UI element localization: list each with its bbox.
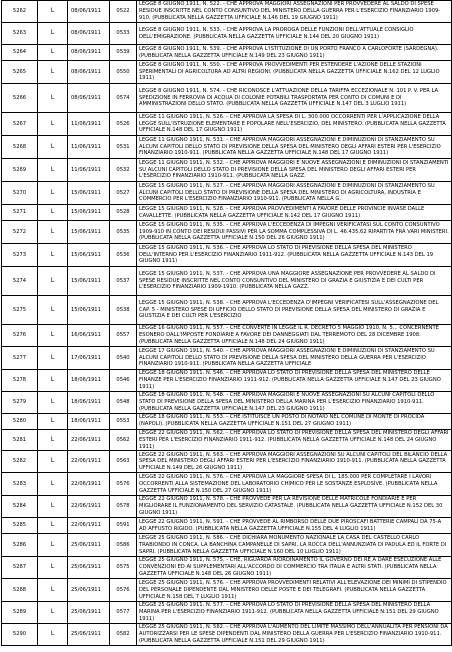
table-row — [2, 518, 452, 534]
record-description-cell: LEGGE 25 GIUGNO 1911, N. 586. - CHE DICHIARA MONUMENTO NAZIONALE LA CASA DEL CASTELLO CARLO TRABIONDO IN CONCA, LA BANCHINA CAMPANELLE DI SAPRI, LA ROCCA DELL'ANNUNZIATA DI PADULA ED IL FORTE DI SAPRI. (PUBBLICATA NELLA GAZZETTA UFFICIALE N.160 DEL 10 LUGLIO 1911) — [137, 534, 452, 557]
record-description-cell: LEGGE 11 GIUGNO 1911, N. 526. - CHE APPROVA LA SPESA DI L. 300.000 OCCORRENTI PER L'APPLICAZIONE DELLA LEGGE SULL'ISTRUZIONE ELEMENTARE E POPOLARE NELL'ESERCIZIO, DEL MINISTERO. (PUBBLICATA NELLA GAZZETTA UFFICIALE N.148 DEL 17 GIUGNO 1911) — [137, 113, 452, 136]
record-type-cell: L — [38, 84, 68, 113]
records-table — [1, 0, 452, 646]
record-date-cell: 22/06/1911 — [68, 496, 110, 518]
record-code-cell: 0536 — [110, 244, 137, 267]
record-number-cell: 5268 — [2, 136, 38, 159]
record-code-cell: 0576 — [110, 579, 137, 602]
table-row — [2, 136, 452, 159]
record-type-cell: L — [38, 413, 68, 429]
table-row — [2, 325, 452, 347]
record-date-cell: 15/06/1911 — [68, 244, 110, 267]
table-row — [2, 1, 452, 23]
record-number-cell: 5290 — [2, 624, 38, 646]
record-code-cell: 0553 — [110, 413, 137, 429]
table-row — [2, 534, 452, 557]
record-code-cell: 0531 — [110, 136, 137, 159]
record-description-cell: LEGGE 8 GIUGNO 1911, N. 533. - CHE APPROVA LA PROROGA DELLE FUNZIONI DELL'ATTUALE CONSIGLIO DELL'EMIGRAZIONE. (PUBBLICATA NELLA GAZZETTA UFFICIALE N.144 DEL 20 GIUGNO 1911) — [137, 23, 452, 45]
record-date-cell: 08/06/1911 — [68, 61, 110, 84]
record-type-cell: L — [38, 518, 68, 534]
record-date-cell: 08/06/1911 — [68, 1, 110, 23]
record-type-cell: L — [38, 496, 68, 518]
record-number-cell: 5263 — [2, 23, 38, 45]
table-row — [2, 624, 452, 646]
table-row — [2, 429, 452, 451]
record-code-cell: 0550 — [110, 61, 137, 84]
record-code-cell: 0522 — [110, 1, 137, 23]
record-type-cell: L — [38, 557, 68, 579]
record-number-cell: 5289 — [2, 602, 38, 624]
table-row — [2, 557, 452, 579]
record-number-cell: 5276 — [2, 325, 38, 347]
record-description-cell: LEGGE 25 GIUGNO 1911, N. 582. - CHE APPROVA L'AUMENTO DEL LIMITE MASSIMO DELL'ANNUALITA PER PENSIONI DA AUTORIZZARSI PER LE SPESE DIPENDENTI DAL MINISTERO DELLA GUERRA PER L'ESERCIZIO FINANZIARIO 1910-911. (PUBBLICATA NELLA GAZZETTA UFFICIALE N.151 DEL 29 GIUGNO 1911) — [137, 624, 452, 646]
record-code-cell: 0539 — [110, 45, 137, 61]
record-date-cell: 11/06/1911 — [68, 159, 110, 182]
record-date-cell: 15/06/1911 — [68, 205, 110, 221]
record-date-cell: 22/06/1911 — [68, 429, 110, 451]
table-row — [2, 244, 452, 267]
record-number-cell: 5274 — [2, 267, 38, 296]
record-number-cell: 5287 — [2, 557, 38, 579]
record-number-cell: 5266 — [2, 84, 38, 113]
table-row — [2, 413, 452, 429]
record-date-cell: 25/06/1911 — [68, 534, 110, 557]
record-code-cell: 0532 — [110, 159, 137, 182]
table-row — [2, 296, 452, 325]
record-type-cell: L — [38, 391, 68, 413]
table-row — [2, 45, 452, 61]
record-code-cell: 0576 — [110, 473, 137, 496]
table-row — [2, 347, 452, 370]
records-table-body — [2, 1, 452, 646]
record-date-cell: 17/06/1911 — [68, 347, 110, 370]
record-code-cell: 0591 — [110, 518, 137, 534]
record-code-cell: 0546 — [110, 370, 137, 392]
record-description-cell: LEGGE 15 GIUGNO 1911, N. 537. - CHE APPROVA UNA MAGGIORE ASSEGNAZIONE PER PROVVEDERE AL SALDO DI SPESE RESIDUE INSCRITTE NEL CONTO CONSUNTIVO DEL MINISTERO DI GRAZIA E GIUSTIZIA E DEI CULTI PER L'ESERCIZIO FINANZIARIO 1909-1910. (PUBBLICATA NELLA GAZZ. — [137, 267, 452, 296]
record-description-cell: LEGGE 15 GIUGNO 1911, N. 536. - CHE APPROVA LO STATO DI PREVISIONE DELLA SPESA DEL MINISTERO DELL'INTERNO PER L'ESERCIZIO FINANZIARIO 1911-912. (PUBBLICATA NELLA GAZZETTA UFFICIALE N.143 DEL 19 GIUGNO 1911) — [137, 244, 452, 267]
table-row — [2, 113, 452, 136]
record-code-cell: 0575 — [110, 557, 137, 579]
record-number-cell: 5280 — [2, 413, 38, 429]
record-type-cell: L — [38, 113, 68, 136]
record-type-cell: L — [38, 244, 68, 267]
table-row — [2, 159, 452, 182]
record-description-cell: LEGGE 8 GIUGNO 1911, N. 522. - CHE APPROVA MAGGIORI ASSEGNAZIONI PER PROVVEDERE AL SALDO DI SPESE RESIDUE INSCRITTE NEL CONTO CONSUNTIVO DEL MINISTERO DELLA GUERRA PER L'ESERCIZIO FINANZIARIO 1909-910. (PUBBLICATA NELLA GAZZETTA UFFICIALE N.146 DEL 19 GIUGNO 1911) — [137, 1, 452, 23]
table-row — [2, 602, 452, 624]
record-date-cell: 22/06/1911 — [68, 518, 110, 534]
record-code-cell: 0526 — [110, 113, 137, 136]
record-number-cell: 5267 — [2, 113, 38, 136]
record-code-cell: 0577 — [110, 602, 137, 624]
record-description-cell: LEGGE 25 GIUGNO 1911, N. 576. - CHE APPROVA PROVVEDIMENTI RELATIVI ALL'ELEVAZIONE DEI MINIMI DI STIPENDIO DEL PERSONALE DIPENDENTE DAL MINISTERO DELLE POSTE E DEI TELEGRAFI. (PUBBLICATA NELLA GAZZETTA UFFICIALE N.158 DEL 7 LUGLIO 1911) — [137, 579, 452, 602]
record-type-cell: L — [38, 159, 68, 182]
record-date-cell: 22/06/1911 — [68, 451, 110, 473]
record-date-cell: 15/06/1911 — [68, 267, 110, 296]
record-description-cell: LEGGE 18 GIUGNO 1911, N. 553. - CHE ISTITUISCE UN POSTO DI NOTAIO NEL COMUNE DI MONTE DI PROCIDA (NAPOLI). (PUBBLICATA NELLA GAZZETTA UFFICIALE N.151 DEL 27 GIUGNO 1911) — [137, 413, 452, 429]
record-type-cell: L — [38, 473, 68, 496]
record-type-cell: L — [38, 61, 68, 84]
table-row — [2, 221, 452, 244]
table-row — [2, 205, 452, 221]
record-description-cell: LEGGE 18 GIUGNO 1911, N. 548. - CHE APPROVA MAGGIORI E NUOVE ASSEGNAZIONI SU ALCUNI CAPITOLI DELLO STATO DI PREVISIONE DELLA SPESA DEL MINISTERO DELLA MARINA PER L'ESERCIZIO FINANZIARIO 1910-911. (PUBBLICATA NELLA GAZZETTA UFFICIALE N.147 DEL 23 GIUGNO 1911) — [137, 391, 452, 413]
record-type-cell: L — [38, 296, 68, 325]
record-date-cell: 08/06/1911 — [68, 23, 110, 45]
record-number-cell: 5262 — [2, 1, 38, 23]
record-number-cell: 5275 — [2, 296, 38, 325]
record-description-cell: LEGGE 16 GIUGNO 1911, N. 557. - CHE CONVERTE IN LEGGE IL R. DECRETO 5 MAGGIO 1910, N. 5... CONCERNENTE ESONERO DALL'IMPOSTE FONDIARIE A FAVORE DEI DANNEGGIATI DAL TERREMOTO DEL 28 DICEMBRE 1908. (PUBBLICATA NELLA GAZZETTA UFFICIALE N.148 DEL 24 GIUGNO 1911) — [137, 325, 452, 347]
record-type-cell: L — [38, 1, 68, 23]
record-description-cell: LEGGE 15 GIUGNO 1911, N. 538. - CHE APPROVA L'ECCEDENZA D'IMPEGNI VERIFICATESI SULL'ASSEGNAZIONE DEL CAP. 5 - MINISTERO SPESE DI UFFICIO DELLO STATO DI PREVISIONE DELLA SPESA DEL MINISTERO DI GRAZIA E GIUSTIZIA E DEI CULTI PER L'ESERCIZIO — [137, 296, 452, 325]
record-number-cell: 5273 — [2, 244, 38, 267]
table-row — [2, 23, 452, 45]
record-date-cell: 15/06/1911 — [68, 221, 110, 244]
record-date-cell: 15/06/1911 — [68, 296, 110, 325]
record-date-cell: 18/06/1911 — [68, 391, 110, 413]
record-type-cell: L — [38, 624, 68, 646]
record-type-cell: L — [38, 579, 68, 602]
record-code-cell: 0562 — [110, 429, 137, 451]
record-description-cell: LEGGE 11 GIUGNO 1911, N. 532. - CHE APPROVA MAGGIORI E NUOVE ASSEGNAZIONI E DIMINUZIONI DI STANZIAMENTI SU ALCUNI CAPITOLI DELLO STATO DI PREVISIONE DELLA SPESA DEL MINISTERO DEGLI AFFARI ESTERI PER L'ESERCIZIO FINANZIARIO 1910-911. (PUBBLICATA NELLA GAZZ. — [137, 159, 452, 182]
record-date-cell: 22/06/1911 — [68, 473, 110, 496]
record-number-cell: 5270 — [2, 182, 38, 205]
record-code-cell: 0535 — [110, 221, 137, 244]
record-date-cell: 11/06/1911 — [68, 136, 110, 159]
record-date-cell: 25/06/1911 — [68, 602, 110, 624]
record-description-cell: LEGGE 8 GIUGNO 1911, N. 574. - CHE RICONOSCE L'ATTUAZIONE DELLA TARIFFA ECCEZIONALE N. 101 P. V. PER LA SPEDIZIONE IN FERROVIA DI ACQUA DI COLONIE POTABILI TRASPORTATA PER CONTO DI COMUNI E DI AMMINISTRAZIONI DELLO STATO. (PUBBLICATA NELLA GAZZETTA UFFICIALE N.147 DEL 3 LUGLIO 1911) — [137, 84, 452, 113]
record-type-cell: L — [38, 534, 68, 557]
record-description-cell: LEGGE 11 GIUGNO 1911, N. 531. - CHE APPROVA MAGGIORI ASSEGNAZIONI E DIMINUZIONI DI STANZIAMENTO SU ALCUNI CAPITOLI DELLO STATO DI PREVISIONE DELLA SPESA DEL MINISTERO DEGLI AFFARI ESTERI PER L'ESERCIZIO FINANZIARIO 1910-911. (PUBBLICATA NELLA GAZZETTA UFFICIALE N.148 DEL 17 GIUGNO 1911) — [137, 136, 452, 159]
record-number-cell: 5285 — [2, 518, 38, 534]
record-code-cell: 0538 — [110, 296, 137, 325]
record-code-cell: 0537 — [110, 267, 137, 296]
record-type-cell: L — [38, 325, 68, 347]
record-number-cell: 5272 — [2, 221, 38, 244]
record-date-cell: 25/06/1911 — [68, 579, 110, 602]
table-row — [2, 370, 452, 392]
record-date-cell: 18/06/1911 — [68, 370, 110, 392]
record-type-cell: L — [38, 136, 68, 159]
record-code-cell: 0540 — [110, 347, 137, 370]
record-type-cell: L — [38, 23, 68, 45]
record-code-cell: 0574 — [110, 84, 137, 113]
table-row — [2, 61, 452, 84]
table-row — [2, 267, 452, 296]
record-code-cell: 0527 — [110, 182, 137, 205]
record-code-cell: 0557 — [110, 325, 137, 347]
record-type-cell: L — [38, 429, 68, 451]
record-number-cell: 5264 — [2, 45, 38, 61]
record-description-cell: LEGGE 15 GIUGNO 1911, N. 528. - CHE APPROVA PROVVEDIMENTI A FAVORE DELLE PROVINCIE INVASE DALLE CAVALLETTE. (PUBBLICATA NELLA GAZZETTA UFFICIALE N.142 DEL 17 GIUGNO 1911) — [137, 205, 452, 221]
record-date-cell: 16/06/1911 — [68, 325, 110, 347]
record-date-cell: 15/06/1911 — [68, 182, 110, 205]
record-type-cell: L — [38, 45, 68, 61]
record-date-cell: 18/06/1911 — [68, 413, 110, 429]
record-description-cell: LEGGE 18 GIUGNO 1911, N. 546. - CHE APPROVA LO STATO DI PREVISIONE DELLA SPESA DEL MINISTERO DELLE FINANZE PER L'ESERCIZIO FINANZIARIO 1911-912. (PUBBLICATA NELLA GAZZETTA UFFICIALE N.147 DEL 23 GIUGNO 1911) — [137, 370, 452, 392]
record-number-cell: 5271 — [2, 205, 38, 221]
record-description-cell: LEGGE 17 GIUGNO 1911, N. 540. - CHE APPROVA MAGGIORI ASSEGNAZIONI E DIMINUZIONI DI STANZIAMENTO SU ALCUNI CAPITOLI DELLO STATO DI PREVISIONE DELLA SPESA DEL MINISTERO DELLA GUERRA PER L'ESERCIZIO FINANZIARIO 1910-911. (PUBBLICATA NELLA GAZZETTA UFFICIALE — [137, 347, 452, 370]
record-description-cell: LEGGE 8 GIUGNO 1911, N. 539. - CHE APPROVA L'ISTITUZIONE DI UN PORTO FRANCO A CARLOFORTE (SARDEGNA). (PUBBLICATA NELLA GAZZETTA UFFICIALE N.149 DEL 23 GIUGNO 1911) — [137, 45, 452, 61]
record-number-cell: 5286 — [2, 534, 38, 557]
record-code-cell: 0528 — [110, 205, 137, 221]
record-type-cell: L — [38, 347, 68, 370]
table-row — [2, 182, 452, 205]
record-description-cell: LEGGE 15 GIUGNO 1911, N. 535. - CHE APPROVA L'ECCEDENZA DI IMPEGNI VERIFICATASI SUL CONTO CONSUNTIVO 1909-910 IN CONTO DEI RESIDUI PASSIVI PER LA SOMMA COMPLESSIVA DI L. 46.435,62 RIPARTITA FRA VARI MINISTERI. (PUBBLICATA NELLA GAZZETTA UFFICIALE N.150 DEL 26 GIUGNO 1911) — [137, 221, 452, 244]
record-number-cell: 5288 — [2, 579, 38, 602]
record-description-cell: LEGGE 22 GIUGNO 1911, N. 562. - CHE APPROVA LO STATO DI PREVISIONE DELLA SPESA DEL MINISTERO DEGLI AFFARI ESTERI PER L'ESERCIZIO FINANZIARIO 1911-912. (PUBBLICATA NELLA GAZZETTA UFFICIALE N.148 DEL 24 GIUGNO 1911) — [137, 429, 452, 451]
record-date-cell: 08/06/1911 — [68, 45, 110, 61]
record-type-cell: L — [38, 267, 68, 296]
record-code-cell: 0533 — [110, 23, 137, 45]
record-number-cell: 5278 — [2, 370, 38, 392]
record-description-cell: LEGGE 25 GIUGNO 1911, N. 577. - CHE APPROVA LO STATO DI PREVISIONE DELLA SPESA DEL MINISTERO DELLA MARINA PER L'ESERCIZIO FINANZIARIO 1911-912. (PUBBLICATA NELLA GAZZETTA UFFICIALE N.151 DEL 29 GIUGNO 1911) — [137, 602, 452, 624]
record-number-cell: 5281 — [2, 429, 38, 451]
record-code-cell: 0582 — [110, 624, 137, 646]
record-date-cell: 11/06/1911 — [68, 113, 110, 136]
table-row — [2, 473, 452, 496]
record-code-cell: 0578 — [110, 496, 137, 518]
record-date-cell: 25/06/1911 — [68, 557, 110, 579]
record-number-cell: 5265 — [2, 61, 38, 84]
record-type-cell: L — [38, 451, 68, 473]
table-row — [2, 496, 452, 518]
record-number-cell: 5282 — [2, 451, 38, 473]
record-description-cell: LEGGE 25 GIUGNO 1911, N. 575. - CHE, RIGUARDA RIORDINAMENTO IL GOVERNO DEI RE A DARE ESECUZIONE ALLE CONVENZIONI ED AI SUPPLEMENTARI ALL'ACCORDO DI COMMERCIO TRA ITALIA E ALTRI STATI. (PUBBLICATA NELLA GAZZETTA UFFICIALE N.148 DEL 26 GIUGNO 1911) — [137, 557, 452, 579]
table-row — [2, 579, 452, 602]
record-type-cell: L — [38, 205, 68, 221]
record-type-cell: L — [38, 221, 68, 244]
record-description-cell: LEGGE 22 GIUGNO 1911, N. 563. - CHE APPROVA MAGGIORI ASSEGNAZIONI SU ALCUNI CAPITOLI DEL BILANCIO DELLA SPESA DEL MINISTERO DEGLI AFFARI ESTERI PER L'ESERCIZIO FINANZIARIO 1910-911. (PUBBLICATA NELLA GAZZETTA UFFICIALE N.149 DEL 26 GIUGNO 1911) — [137, 451, 452, 473]
table-row — [2, 391, 452, 413]
record-number-cell: 5277 — [2, 347, 38, 370]
record-description-cell: LEGGE 15 GIUGNO 1911, N. 527. - CHE APPROVA MAGGIORI ASSEGNAZIONI E DIMINUZIONI DI STANZIAMENTO SU ALCUNI CAPITOLI DELLO STATO DI PREVISIONE DELLA SPESA DEL MINISTERO DI AGRICOLTURA, INDUSTRIA E COMMERCIO PER L'ESERCIZIO FINANZIARIO 1910-911. (PUBBLICATA NELLA G. — [137, 182, 452, 205]
table-row — [2, 451, 452, 473]
record-type-cell: L — [38, 602, 68, 624]
record-code-cell: 0548 — [110, 391, 137, 413]
record-description-cell: LEGGE 22 GIUGNO 1911, N. 591. - CHE PROVVEDE AL RIMBORSO DELLE DUE PIROSCAFI BATTERIE CAMPALI DA 75-A AD AFFUSTO RIGIDO. (PUBBLICATA NELLA GAZZETTA UFFICIALE N.155 DEL 4 LUGLIO 1911) — [137, 518, 452, 534]
table-row — [2, 84, 452, 113]
record-number-cell: 5279 — [2, 391, 38, 413]
record-description-cell: LEGGE 22 GIUGNO 1911, N. 576. - CHE APPROVA LA MAGGIORE SPESA DI L. 185.000 PER COMPLETARE I LAVORI OCCORRENTI ALLA SISTEMAZIONE DEL LABORATORIO CHIMICO PER LE SOSTANZE ESPLOSIVE. (PUBBLICATA NELLA GAZZETTA UFFICIALE N.150 DEL 27 GIUGNO 1911) — [137, 473, 452, 496]
record-code-cell: 0563 — [110, 451, 137, 473]
record-description-cell: LEGGE 8 GIUGNO 1911, N. 550. - CHE APPROVA PROVVEDIMENTI PER ESTENDERE L'AZIONE DELLE STAZIONI SPERIMENTALI DI AGRICOLTURA AD ALTRI REGIONI. (PUBBLICATA NELLA GAZZETTA UFFICIALE N.162 DEL 12 LUGLIO 1911) — [137, 61, 452, 84]
record-type-cell: L — [38, 370, 68, 392]
record-date-cell: 08/06/1911 — [68, 84, 110, 113]
record-code-cell: 0586 — [110, 534, 137, 557]
record-date-cell: 25/06/1911 — [68, 624, 110, 646]
record-description-cell: LEGGE 22 GIUGNO 1911, N. 578. - CHE PROVVEDE PER LA REVISIONE DELLE MATRICOLE FONDIARIE E PER MIGLIORARE IL FUNZIONAMENTO DEL SERVIZIO CATASTALE. (PUBBLICATA NELLA GAZZETTA UFFICIALE N.152 DEL 30 GIUGNO 1911) — [137, 496, 452, 518]
record-type-cell: L — [38, 182, 68, 205]
record-number-cell: 5284 — [2, 496, 38, 518]
record-number-cell: 5269 — [2, 159, 38, 182]
record-number-cell: 5283 — [2, 473, 38, 496]
